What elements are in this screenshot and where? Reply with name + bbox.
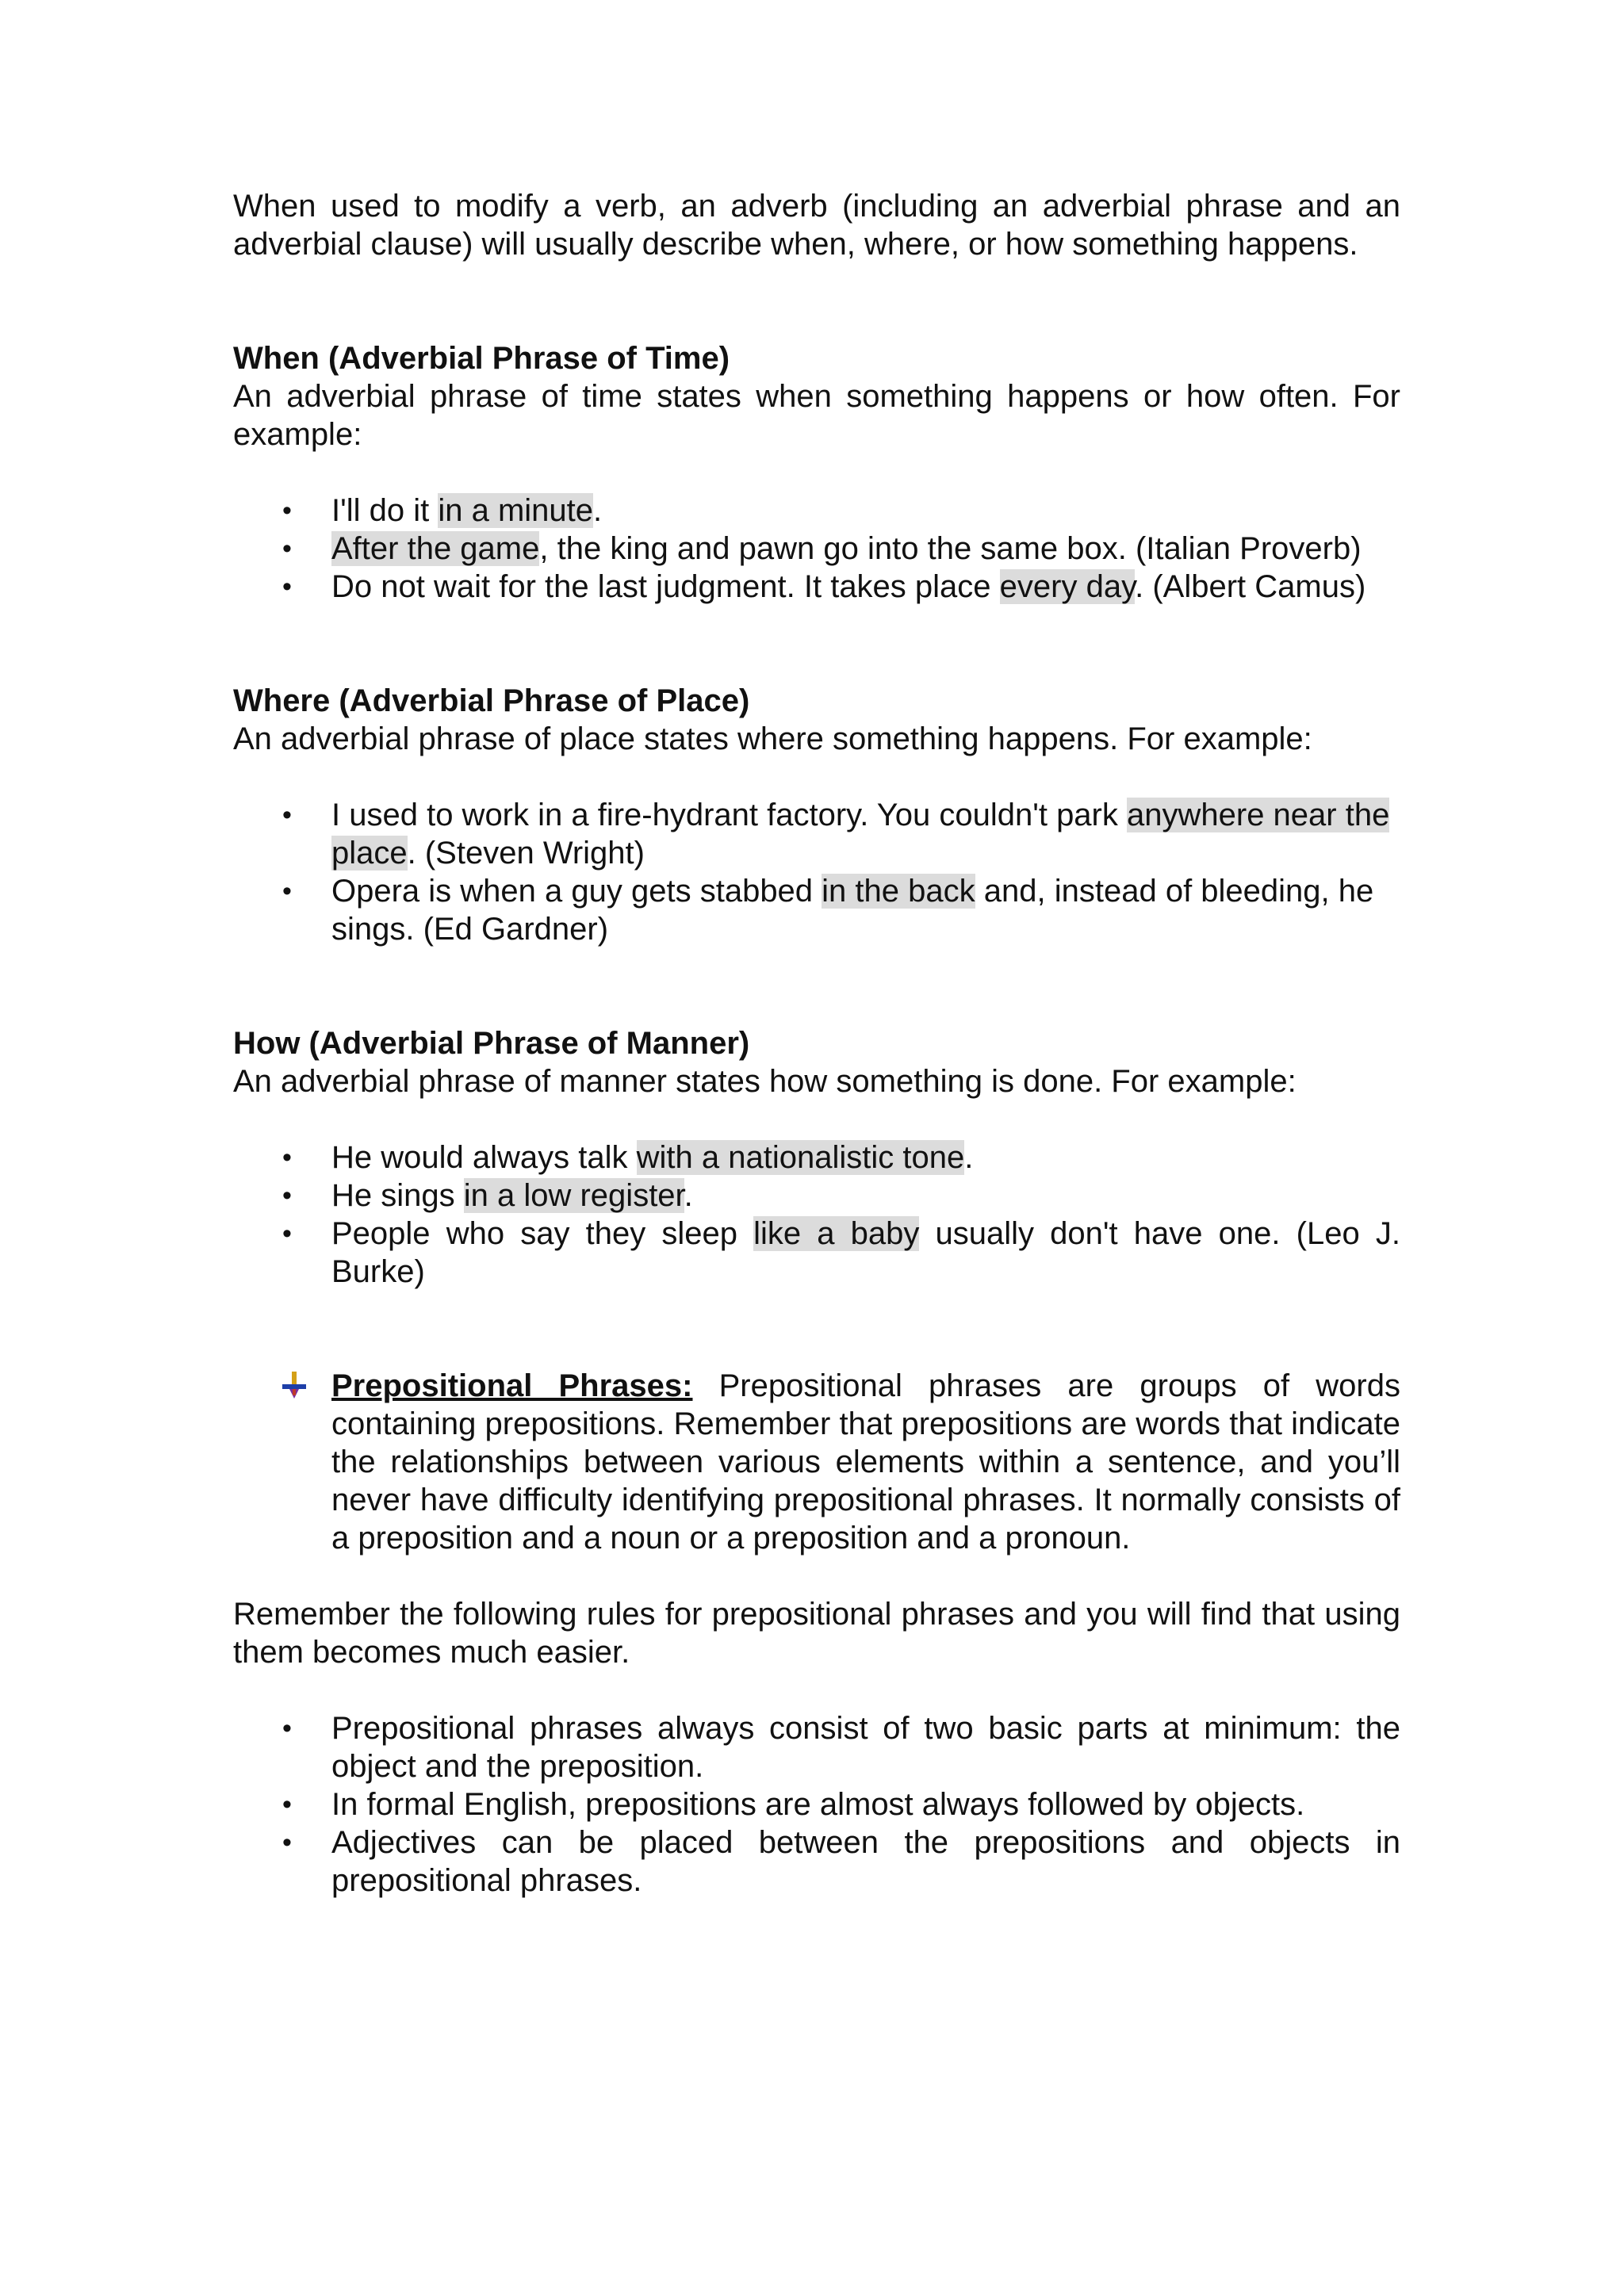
example-text: . (Albert Camus) (1135, 569, 1366, 604)
example-list-place (233, 796, 1400, 948)
intro-paragraph: When used to modify a verb, an adverb (including an adverbial phrase and an adverbial clause) will usually describe when, where, or how something happens. (233, 189, 1400, 262)
section-manner (233, 1024, 1400, 1291)
highlighted-phrase: in the back (822, 874, 975, 909)
list-item (331, 1177, 1400, 1215)
prepositional-phrases-body: Prepositional phrases are groups of words containing prepositions. Remember that prepositions are words that indicate the relationships between various elements within a sentence, and you’ll never have difficulty identifying prepositional phrases. It normally consists of a preposition and a noun or a preposition and a pronoun. (331, 1368, 1400, 1556)
rules-list (233, 1709, 1400, 1900)
example-text: . (964, 1140, 974, 1175)
highlighted-phrase: anywhere near the place (331, 798, 1390, 871)
example-text: usually don't have one. (Leo J. Burke) (331, 1216, 1400, 1289)
example-text: People who say they sleep (331, 1216, 754, 1251)
arrow-bullet-icon (282, 1372, 306, 1400)
list-item (331, 1215, 1400, 1291)
section-heading-place: Where (Adverbial Phrase of Place) (233, 683, 750, 718)
prepositional-phrases-title: Prepositional Phrases: (331, 1368, 693, 1403)
highlighted-phrase: in a minute (438, 493, 594, 528)
section-heading-time: When (Adverbial Phrase of Time) (233, 341, 730, 376)
highlighted-phrase: in a low register (463, 1178, 684, 1213)
example-text: . (593, 493, 603, 528)
document-page (233, 187, 1400, 1900)
example-text: and, instead of bleeding, he sings. (Ed Gardner) (331, 874, 1374, 947)
example-text: , the king and pawn go into the same box. (Italian Proverb) (539, 531, 1362, 566)
section-heading-manner: How (Adverbial Phrase of Manner) (233, 1026, 750, 1061)
example-text: He sings (331, 1178, 464, 1213)
rules-intro-paragraph: Remember the following rules for prepositional phrases and you will find that using them becomes much easier. (233, 1597, 1400, 1670)
list-item: • Prepositional phrases always consist of two basic parts at minimum: the object and the preposition. (331, 1709, 1400, 1785)
example-text: I'll do it (331, 493, 439, 528)
list-item (331, 872, 1400, 948)
example-text: Do not wait for the last judgment. It takes place (331, 569, 1000, 604)
highlighted-phrase: like a baby (753, 1216, 920, 1251)
section-description-manner: An adverbial phrase of manner states how something is done. For example: (233, 1064, 1297, 1099)
example-list-manner (233, 1138, 1400, 1291)
highlighted-phrase: every day (999, 569, 1136, 604)
list-item (331, 492, 1400, 530)
example-text: . (684, 1178, 693, 1213)
section-place (233, 682, 1400, 948)
highlighted-phrase: with a nationalistic tone (636, 1140, 965, 1175)
example-text: I used to work in a fire-hydrant factory. You couldn't park (331, 798, 1127, 832)
example-text: . (Steven Wright) (407, 836, 645, 871)
section-description-place: An adverbial phrase of place states where something happens. For example: (233, 721, 1312, 756)
list-item (331, 1138, 1400, 1177)
list-item: • In formal English, prepositions are almost always followed by objects. (331, 1785, 1400, 1823)
list-item: • Adjectives can be placed between the prepositions and objects in prepositional phrases. (331, 1823, 1400, 1900)
section-time (233, 339, 1400, 606)
example-text: Opera is when a guy gets stabbed (331, 874, 822, 909)
list-item (331, 796, 1400, 872)
list-item (331, 568, 1400, 606)
section-description-time: An adverbial phrase of time states when something happens or how often. For example: (233, 379, 1400, 452)
highlighted-phrase: After the game (331, 531, 540, 566)
prepositional-phrases-block (233, 1367, 1400, 1557)
list-item (331, 530, 1400, 568)
example-text: He would always talk (331, 1140, 637, 1175)
example-list-time (233, 492, 1400, 606)
